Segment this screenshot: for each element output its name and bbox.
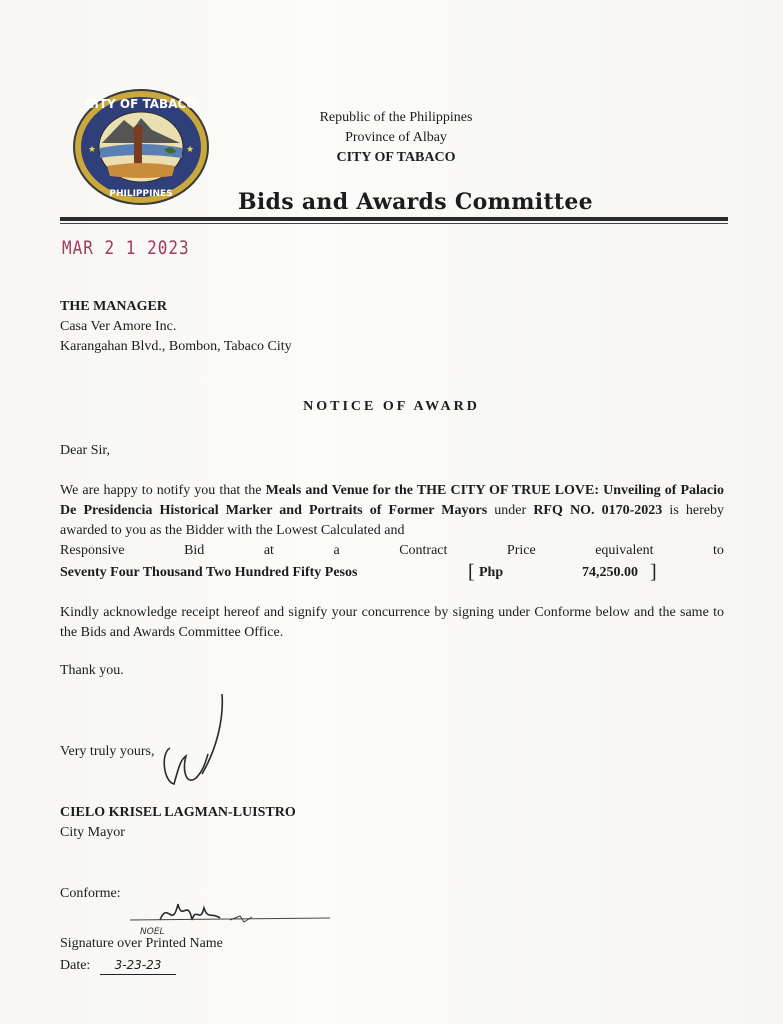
svg-text:★: ★ — [88, 144, 97, 154]
header-rule-thick — [60, 217, 728, 221]
letterhead — [310, 108, 482, 168]
project-name: Meals and Venue for the THE CITY OF TRUE LOVE: Unveiling of Palacio De Presidencia Historical Marker and Portraits of Former Mayors — [60, 483, 725, 518]
amount-line — [60, 561, 724, 585]
committee-heading: Bids and Awards Committee — [238, 189, 593, 215]
paragraph-connector: under — [487, 503, 534, 518]
svg-text:PHILIPPINES: PHILIPPINES — [109, 189, 173, 199]
svg-text:NOEL: NOEL — [140, 927, 165, 937]
thank-you: Thank you. — [60, 663, 124, 678]
signatory-name: CIELO KRISEL LAGMAN-LUISTRO — [60, 805, 296, 820]
date-label: Date: — [60, 958, 91, 973]
svg-text:CITY OF TABACO: CITY OF TABACO — [85, 97, 197, 111]
word: Price — [506, 543, 536, 558]
mayor-signature — [150, 690, 240, 790]
paragraph-intro: We are happy to notify you that the — [60, 483, 266, 498]
salutation: Dear Sir, — [60, 443, 110, 458]
addressee-company: Casa Ver Amore Inc. — [60, 319, 177, 334]
word: at — [263, 543, 274, 558]
rfq-number: RFQ NO. 0170-2023 — [533, 503, 663, 518]
word: equivalent — [595, 543, 654, 558]
currency-label: Php — [479, 565, 504, 580]
word: Bid — [184, 543, 205, 558]
word: a — [333, 543, 340, 558]
notice-title: NOTICE OF AWARD — [303, 399, 480, 414]
contract-amount: 74,250.00 — [582, 565, 638, 580]
contract-price-line — [60, 543, 724, 559]
acknowledge-paragraph: Kindly acknowledge receipt hereof and signify your concurrence by signing under Conforme below and the same to the Bids and Awards Committee Office. — [60, 605, 724, 640]
word: Responsive — [60, 543, 125, 558]
signatory-position: City Mayor — [60, 825, 125, 840]
addressee-title: THE MANAGER — [60, 299, 167, 314]
republic-line: Republic of the Philippines — [319, 110, 473, 125]
valediction: Very truly yours, — [60, 744, 155, 759]
conforme-label: Conforme: — [60, 886, 121, 901]
bracket-open: [ — [468, 561, 475, 583]
city-seal-logo — [72, 88, 210, 206]
award-paragraph — [60, 481, 724, 541]
bracket-close: ] — [650, 561, 657, 583]
word: Contract — [399, 543, 448, 558]
paragraph-rest: is hereby awarded to you as the Bidder with the Lowest Calculated and — [60, 503, 724, 538]
addressee-address: Karangahan Blvd., Bombon, Tabaco City — [60, 339, 292, 354]
word: to — [713, 543, 724, 558]
header-rule-thin — [60, 223, 728, 224]
city-line: CITY OF TABACO — [336, 150, 456, 165]
province-line: Province of Albay — [345, 130, 447, 145]
signature-label: Signature over Printed Name — [60, 936, 223, 951]
amount-in-words: Seventy Four Thousand Two Hundred Fifty Pesos — [60, 565, 358, 580]
received-date-stamp: MAR 2 1 2023 — [62, 236, 190, 259]
conforme-date: 3-23-23 — [100, 956, 176, 975]
svg-text:★: ★ — [186, 144, 195, 154]
